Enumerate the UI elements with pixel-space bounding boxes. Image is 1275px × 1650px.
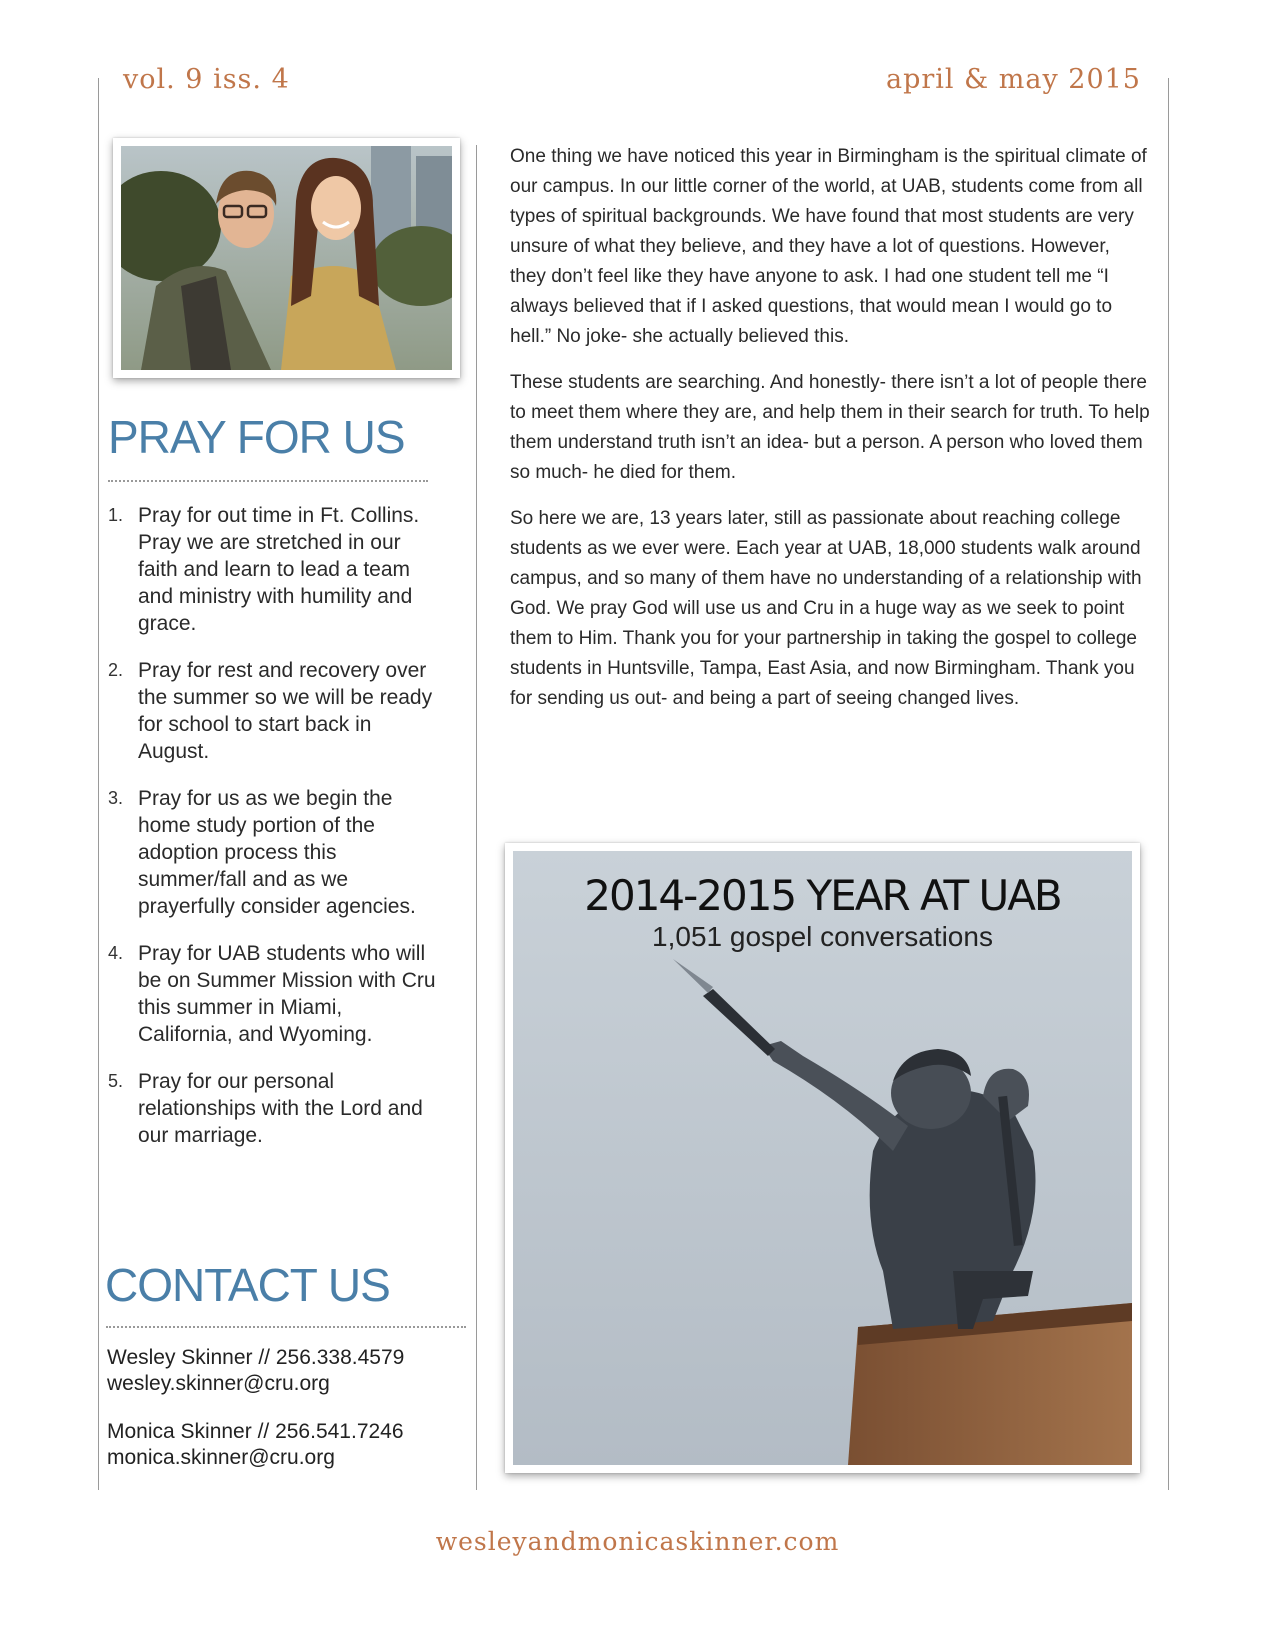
contact-monica xyxy=(107,1419,404,1471)
issue-date: april & may 2015 xyxy=(885,64,1141,95)
article-paragraph-3: So here we are, 13 years later, still as passionate about reaching college students as we ever were. Each year at UAB, 18,000 students walk around campus, and so many of them have no understanding of a relationship with God. We pray God will use us and Cru in a huge way as we seek to point them to Him. Thank you for your partnership in taking the gospel to college students in Huntsville, Tampa, East Asia, and now Birmingham. Thank you for sending us out- and being a part of seeing changed lives. xyxy=(510,508,1142,709)
couple-photo-icon xyxy=(121,146,452,370)
right-margin-rule xyxy=(1168,78,1169,1490)
wesley-email-link[interactable]: wesley.skinner@cru.org xyxy=(107,1372,330,1395)
list-item-number: 3. xyxy=(108,788,124,808)
left-margin-rule xyxy=(98,78,99,1490)
uab-photo xyxy=(513,851,1132,1465)
article-paragraph-1: One thing we have noticed this year in Birmingham is the spiritual climate of our campus. In our little corner of the world, at UAB, students come from all types of spiritual backgrounds. We have found that most students are very unsure of what they believe, and they have a lot of questions. However, they don’t feel like they have anyone to ask. I had one student tell me “I always believed that if I asked questions, that would mean I would go to hell.” No joke- she actually believed this. xyxy=(510,146,1147,347)
list-item-text: Pray for out time in Ft. Collins. Pray we are stretched in our faith and learn to lead a team and ministry with humility and grace. xyxy=(138,504,420,635)
list-item-number: 2. xyxy=(108,660,124,680)
monica-name-phone: Monica Skinner // 256.541.7246 xyxy=(107,1420,404,1443)
monica-email-link[interactable]: monica.skinner@cru.org xyxy=(107,1446,335,1469)
couple-photo xyxy=(121,146,452,370)
uab-photo-frame xyxy=(505,843,1140,1473)
list-item xyxy=(108,785,440,920)
pray-title-divider xyxy=(108,480,428,482)
uab-photo-subtitle: 1,051 gospel conversations xyxy=(652,921,993,952)
prayer-list xyxy=(108,502,440,1169)
list-item xyxy=(108,502,440,637)
uab-photo-title: 2014-2015 YEAR AT UAB xyxy=(584,871,1061,920)
list-item-number: 4. xyxy=(108,943,124,963)
article-body xyxy=(510,142,1150,730)
contact-title-divider xyxy=(106,1326,466,1328)
list-item xyxy=(108,1068,440,1149)
website-link[interactable]: wesleyandmonicaskinner.com xyxy=(435,1527,840,1556)
contact-section-title: CONTACT US xyxy=(105,1259,390,1311)
couple-photo-frame xyxy=(113,138,460,378)
list-item-text: Pray for our personal relationships with the Lord and our marriage. xyxy=(138,1070,423,1147)
pray-section-title: PRAY FOR US xyxy=(108,411,405,463)
contact-wesley xyxy=(107,1345,404,1397)
list-item-number: 5. xyxy=(108,1071,124,1091)
list-item xyxy=(108,940,440,1048)
article-paragraph-2: These students are searching. And honestly- there isn’t a lot of people there to meet them where they are, and help them in their search for truth. To help them understand truth isn’t an idea- but a person. A person who loved them so much- he died for them. xyxy=(510,372,1150,483)
column-divider xyxy=(476,145,477,1490)
list-item-text: Pray for UAB students who will be on Summer Mission with Cru this summer in Miami, California, and Wyoming. xyxy=(138,942,436,1046)
list-item-text: Pray for rest and recovery over the summer so we will be ready for school to start back in August. xyxy=(138,659,433,763)
wesley-name-phone: Wesley Skinner // 256.338.4579 xyxy=(107,1346,405,1369)
list-item-text: Pray for us as we begin the home study portion of the adoption process this summer/fall and as we prayerfully consider agencies. xyxy=(138,787,416,918)
volume-issue: vol. 9 iss. 4 xyxy=(123,64,290,95)
list-item xyxy=(108,657,440,765)
list-item-number: 1. xyxy=(108,505,124,525)
